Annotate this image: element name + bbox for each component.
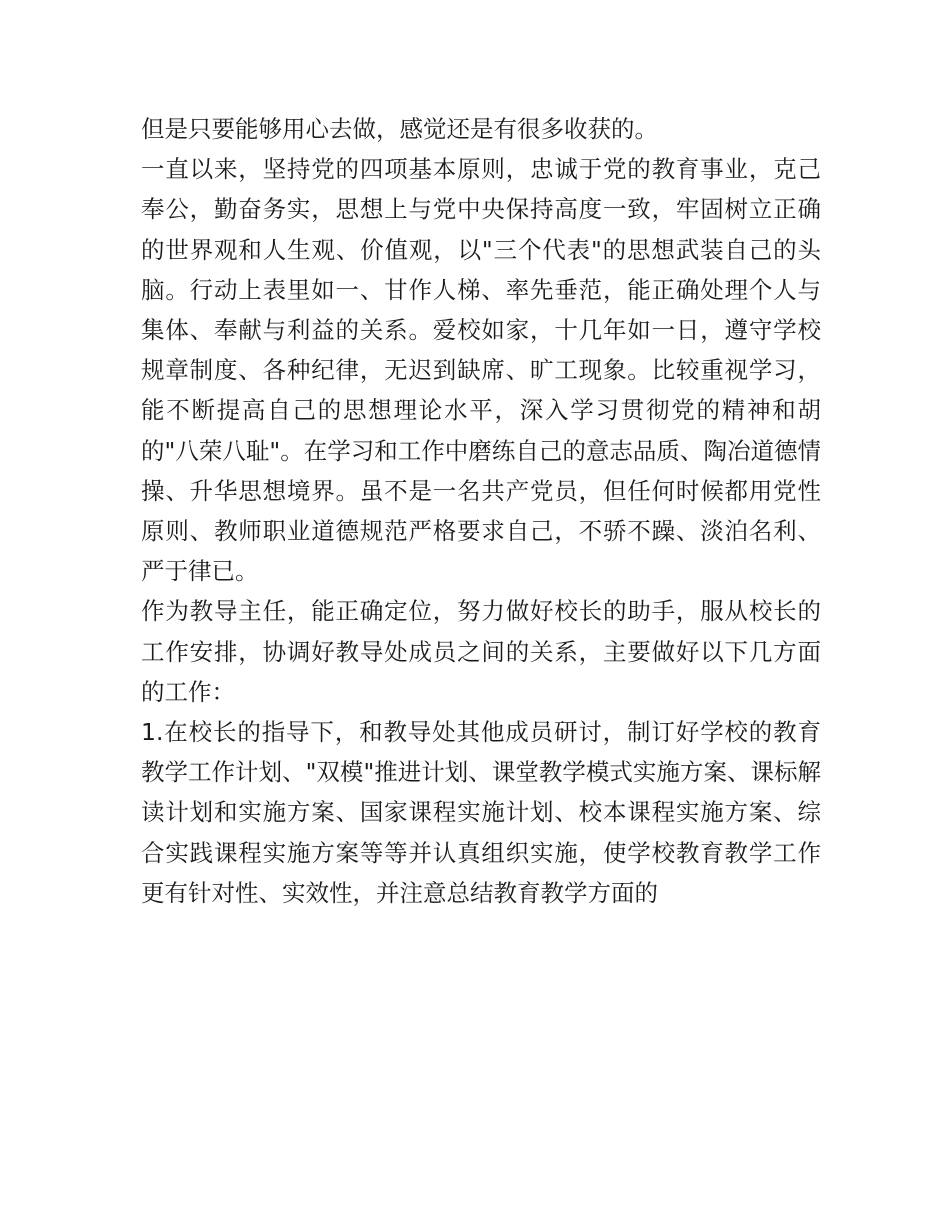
paragraph-political-stance: 一直以来，坚持党的四项基本原则，忠诚于党的教育事业，克己奉公，勤奋务实，思想上与党中央保持高度一致，牢固树立正确的世界观和人生观、价值观，以"三个代表"的思想武装自己的头脑。行动上表里如一、甘作人梯、率先垂范，能正确处理个人与集体、奉献与利益的关系。爱校如家，十几年如一日，遵守学校规章制度、各种纪律，无迟到缺席、旷工现象。比较重视学习，能不断提高自己的思想理论水平，深入学习贯彻党的精神和胡的"八荣八耻"。在学习和工作中磨练自己的意志品质、陶冶道德情操、升华思想境界。虽不是一名共产党员，但任何时候都用党性原则、教师职业道德规范严格要求自己，不骄不躁、淡泊名利、严于律已。 [141,155,821,586]
paragraph-closing-line: 但是只要能够用心去做，感觉还是有很多收获的。 [141,115,658,143]
paragraph-role-duties: 作为教导主任，能正确定位，努力做好校长的助手，服从校长的工作安排，协调好教导处成员之间的关系，主要做好以下几方面的工作： [141,597,821,706]
document-body [141,109,821,913]
paragraph-item-1: 1.在校长的指导下，和教导处其他成员研讨，制订好学校的教育教学工作计划、"双模"推进计划、课堂教学模式实施方案、课标解读计划和实施方案、国家课程实施计划、校本课程实施方案、综合实践课程实施方案等等并认真组织实施，使学校教育教学工作更有针对性、实效性，并注意总结教育教学方面的 [141,718,821,907]
